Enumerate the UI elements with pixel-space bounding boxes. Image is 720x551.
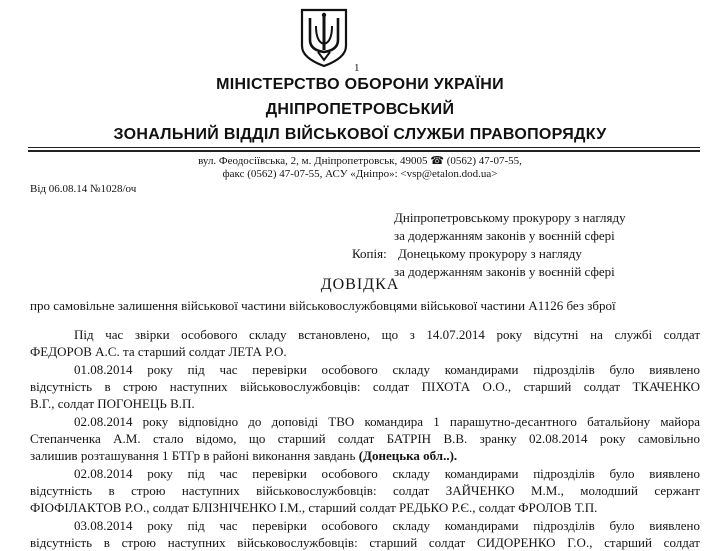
body-line: Степанченка А.М. стало відомо, що старший солдат БАТРІН В.В. зранку 02.08.2014 року самовільно: [30, 431, 700, 446]
header-mark: 1: [354, 62, 360, 74]
document-subtitle: про самовільне залишення військової частини військовослужбовцями військової частини А1126 без зброї: [30, 298, 616, 313]
recipient-line-1: Дніпропетровському прокурору з нагляду: [394, 210, 626, 225]
address-line-2: факс (0562) 47-07-55, АСУ «Дніпро»: <vsp@etalon.dod.ua>: [222, 168, 498, 180]
body-line: ФІОФІЛАКТОВ Р.О., солдат БЛІЗНІЧЕНКО І.М., старший солдат РЕДЬКО Р.Є., солдат ФРОЛОВ Т.П.: [30, 500, 598, 515]
header-rule-thick: [28, 150, 700, 152]
body-line: ФЕДОРОВ А.С. та старший солдат ЛЕТА Р.О.: [30, 344, 287, 359]
body-line: 02.08.2014 року відповідно до доповіді ТВО командира 1 парашутно-десантного батальйону майора: [74, 414, 700, 429]
copy-label: Копія:: [352, 246, 387, 261]
body-line: В.Г., солдат ПОГОНЕЦЬ В.П.: [30, 396, 195, 411]
ministry-title: МІНІСТЕРСТВО ОБОРОНИ УКРАЇНИ: [216, 76, 504, 93]
body-line: відсутність в строю наступних військовослужбовців: солдат ПІХОТА О.О., старший солдат ТКАЧЕНКО: [30, 379, 700, 394]
reference-number: Від 06.08.14 №1028/оч: [30, 183, 137, 195]
body-text: залишив розташування 1 БТГр в районі виконання завдань: [30, 448, 359, 463]
recipient-line-4: за додержанням законів у воєнній сфері: [394, 264, 615, 279]
body-bold-text: (Донецька обл..).: [358, 448, 458, 463]
body-line: [30, 448, 700, 464]
recipient-line-3: Донецькому прокурору з нагляду: [398, 246, 582, 261]
body-line: 02.08.2014 року під час перевірки особового складу командирами підрозділів було виявлено: [74, 466, 700, 481]
header-rule-thin: [28, 147, 700, 148]
body-line: відсутність в строю наступних військовослужбовців: старший солдат СИДОРЕНКО Г.О., старший солдат: [30, 535, 700, 550]
body-line: відсутність в строю наступних військовослужбовців: солдат ЗАЙЧЕНКО М.М., молодший сержант: [30, 483, 700, 498]
document-title: ДОВІДКА: [320, 276, 400, 293]
trident-emblem-icon: [298, 6, 350, 68]
body-line: 03.08.2014 року під час перевірки особового складу командирами підрозділів було виявлено: [74, 518, 700, 533]
body-line: 01.08.2014 року під час перевірки особового складу командирами підрозділів було виявлено: [74, 362, 700, 377]
body-line: Під час звірки особового складу встановлено, що з 14.07.2014 року відсутні на службі солдат: [74, 327, 700, 342]
department-title: ЗОНАЛЬНИЙ ВІДДІЛ ВІЙСЬКОВОЇ СЛУЖБИ ПРАВОПОРЯДКУ: [113, 126, 607, 143]
address-line-1: вул. Феодосіївська, 2, м. Дніпропетровськ, 49005 ☎ (0562) 47-07-55,: [198, 155, 522, 167]
region-title: ДНІПРОПЕТРОВСЬКИЙ: [265, 101, 455, 118]
recipient-line-2: за додержанням законів у воєнній сфері: [394, 228, 615, 243]
